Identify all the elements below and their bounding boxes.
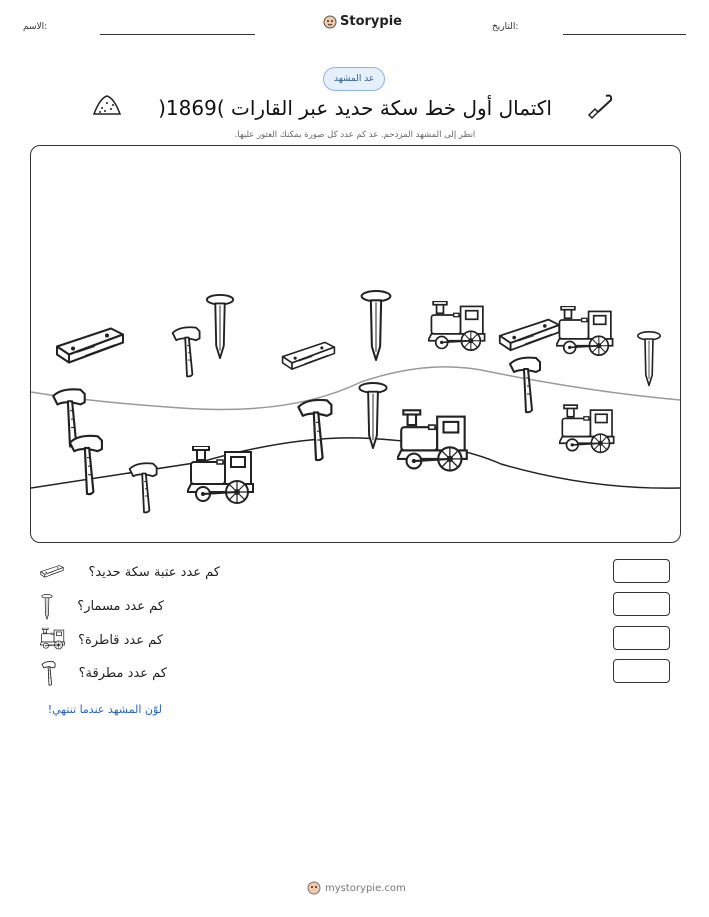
hammer-5 <box>70 436 102 494</box>
answer-box-locomotive[interactable] <box>613 626 670 650</box>
hammer-1 <box>173 327 200 376</box>
near-hill-line <box>31 438 680 488</box>
answer-box-spike[interactable] <box>613 592 670 616</box>
answer-box-hammer[interactable] <box>613 659 670 683</box>
hammer-6 <box>130 463 157 512</box>
name-line[interactable] <box>100 34 255 35</box>
brand-logo <box>323 14 402 29</box>
spike-1 <box>207 295 233 358</box>
locomotive-1 <box>428 301 485 350</box>
spike-2 <box>362 291 391 360</box>
name-label: الاسم: <box>23 22 48 32</box>
railroad-tie-1 <box>57 329 123 363</box>
instructions-text: انظر إلى المشهد المزدحم. عد كم عدد كل صورة يمكنك العثور عليها. <box>234 130 476 140</box>
far-hill-line <box>31 367 680 410</box>
storypie-mascot-icon <box>323 15 337 29</box>
footer-url[interactable]: mystorypie.com <box>325 882 406 894</box>
page-title: اكتمال أول خط سكة حديد عبر القارات )1869( <box>158 96 552 120</box>
date-line[interactable] <box>563 34 686 35</box>
shovel-icon <box>586 92 614 120</box>
locomotive-2 <box>556 306 613 355</box>
locomotive-4 <box>397 410 467 470</box>
footer <box>307 881 406 895</box>
question-hammer: كم عدد مطرقة؟ <box>78 666 167 681</box>
brand-name: Storypie <box>340 14 402 29</box>
answer-box-railroad-tie[interactable] <box>613 559 670 583</box>
locomotive-3 <box>559 405 614 452</box>
storypie-footer-icon <box>307 881 321 895</box>
activity-badge: عد المشهد <box>323 67 385 91</box>
question-railroad-tie: كم عدد عتبة سكة حديد؟ <box>88 565 220 580</box>
scene-frame <box>30 145 681 543</box>
question-spike: كم عدد مسمار؟ <box>77 599 164 614</box>
date-label: التاريخ: <box>492 22 519 32</box>
spike-3 <box>638 332 660 386</box>
question-locomotive: كم عدد قاطرة؟ <box>78 633 163 648</box>
railroad-tie-2 <box>283 342 335 369</box>
hammer-4 <box>298 400 331 460</box>
railroad-tie-3 <box>500 320 559 351</box>
locomotive-5 <box>187 446 253 503</box>
hammer-2 <box>510 358 540 413</box>
color-note: لوّن المشهد عندما تنتهي! <box>47 703 162 716</box>
scene-illustration <box>31 146 680 542</box>
gravel-pile-icon <box>92 94 122 116</box>
